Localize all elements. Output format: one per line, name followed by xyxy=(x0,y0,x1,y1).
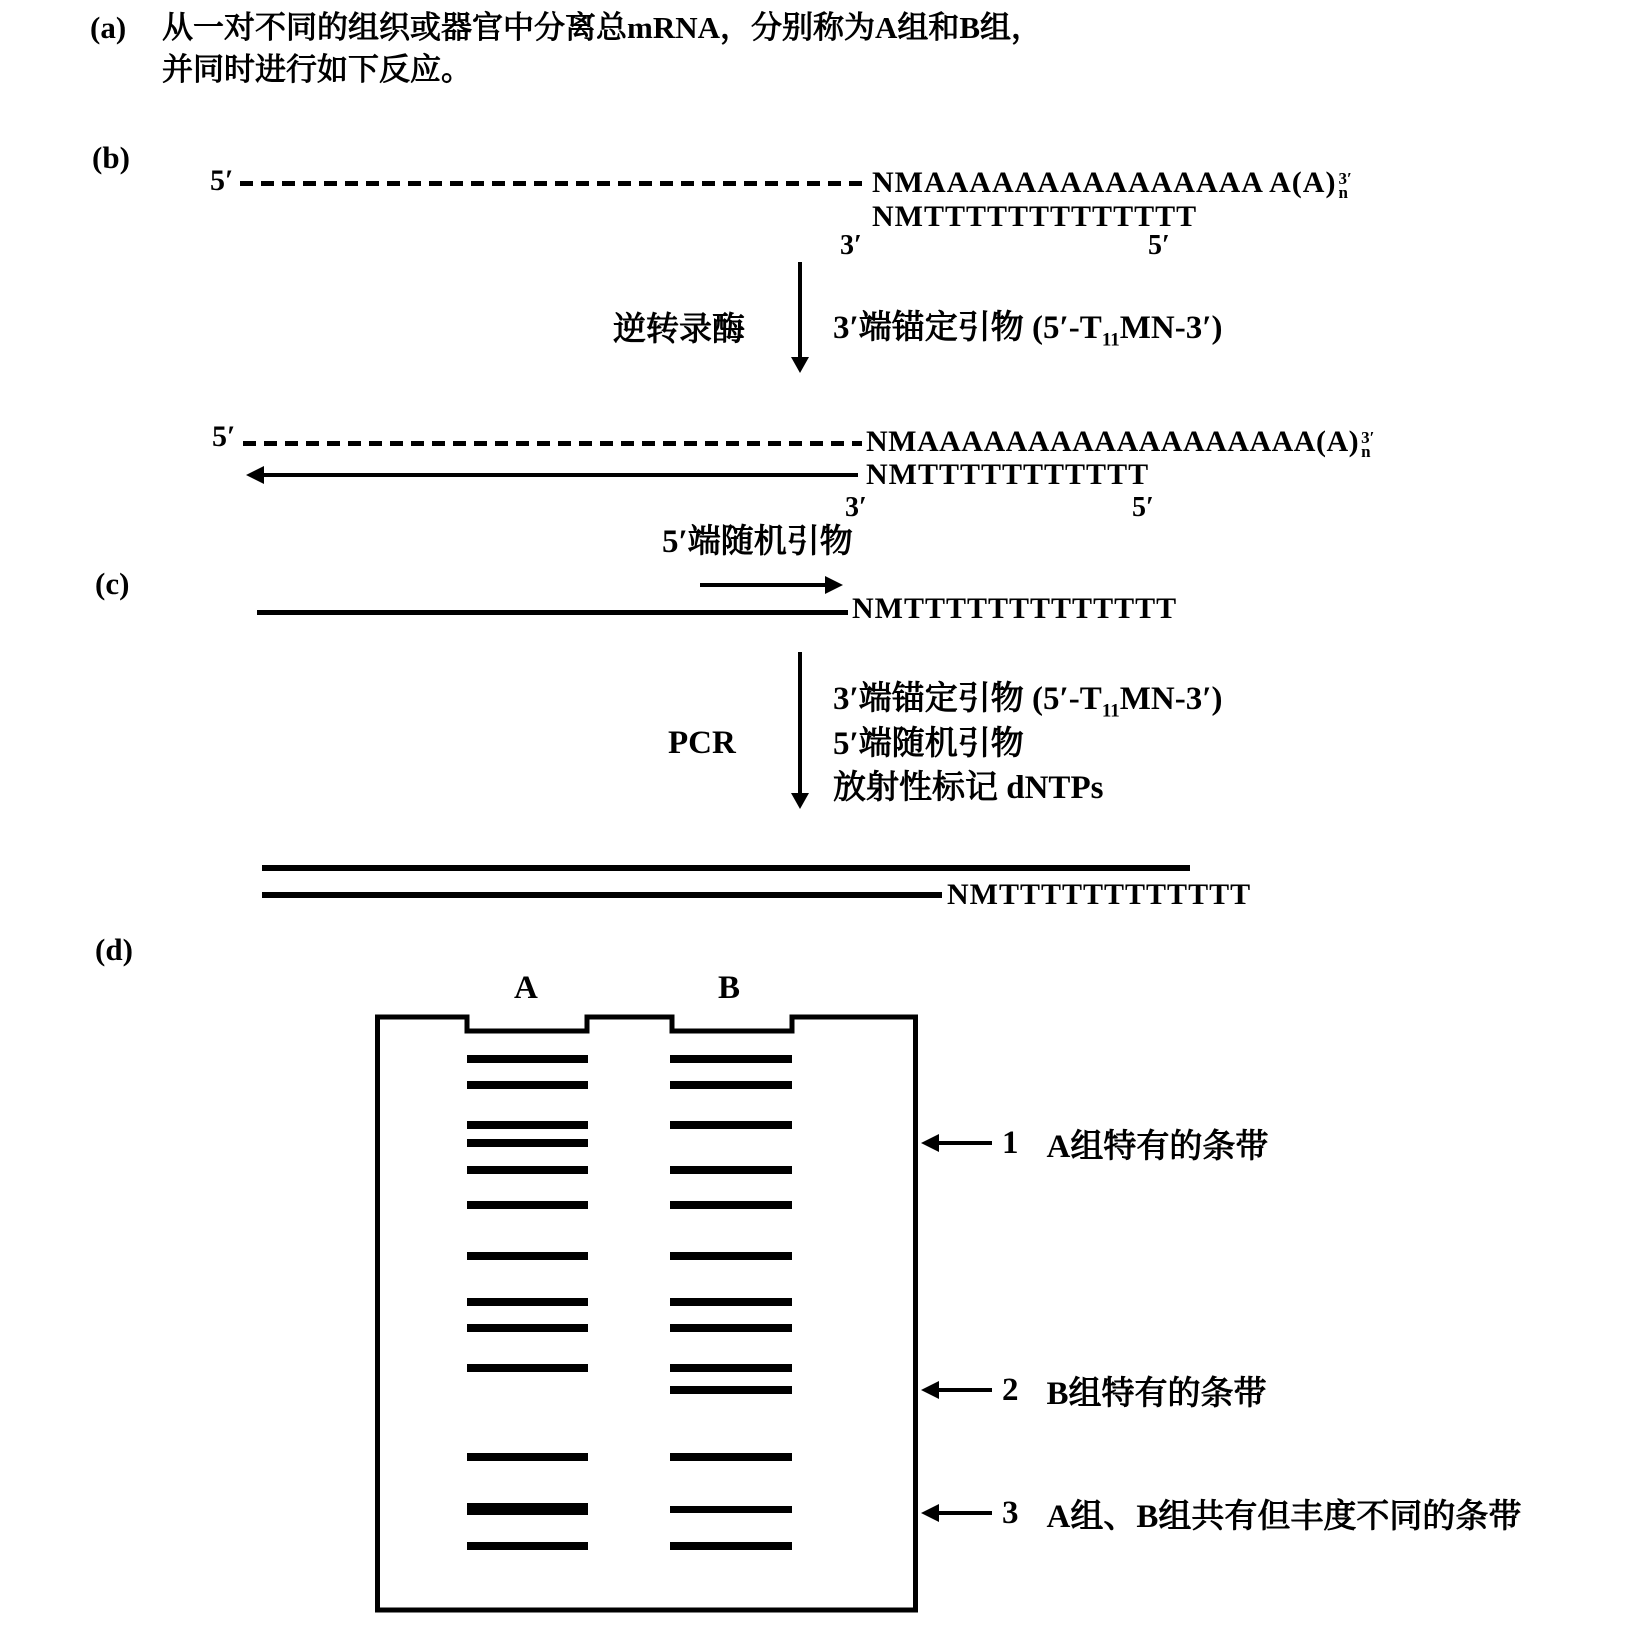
rt-primer-sub: 11 xyxy=(1101,329,1120,351)
duplex1-mrna-dashed-line xyxy=(240,181,866,186)
gel-band-lane-A xyxy=(467,1364,588,1372)
section-a-text-line2: 并同时进行如下反应。 xyxy=(162,52,472,87)
gel-band-lane-A xyxy=(467,1121,588,1129)
gel-band-lane-A xyxy=(467,1324,588,1332)
gel-band-lane-A xyxy=(467,1055,588,1063)
gel-outline-path xyxy=(378,1017,916,1610)
duplex2-top-sequence xyxy=(866,425,1374,460)
gel-band-lane-A xyxy=(467,1201,588,1209)
gel-annotation xyxy=(918,1492,1521,1534)
annotation-text: A组、B组共有但丰度不同的条带 xyxy=(1046,1498,1522,1535)
rt-anchored-primer-label xyxy=(833,310,1223,351)
left-arrow-icon xyxy=(936,1388,992,1392)
duplex1-top-sup: 3′ xyxy=(1338,169,1352,188)
gel-band-lane-B xyxy=(670,1298,792,1306)
duplex2-three-prime-label: 3′ xyxy=(845,492,867,523)
gel-band-lane-B xyxy=(670,1166,792,1174)
gel-band-lane-A xyxy=(467,1139,588,1147)
gel-band-lane-B xyxy=(670,1055,792,1063)
duplex1-five-prime-label: 5′ xyxy=(210,164,234,197)
pcr-anchored-primer-label xyxy=(833,681,1223,722)
duplex2-bottom-sequence: NMTTTTTTTTTTT xyxy=(866,458,1150,491)
section-a-text-line1: 从一对不同的组织或器官中分离总mRNA，分别称为A组和B组， xyxy=(162,10,1043,45)
gel-band-lane-A xyxy=(467,1453,588,1461)
duplex2-top-supsub xyxy=(1361,428,1375,461)
gel-band-lane-A xyxy=(467,1298,588,1306)
section-a-tag: (a) xyxy=(90,10,127,45)
pcr-arrow-icon xyxy=(798,652,802,794)
duplex1-three-prime-label: 3′ xyxy=(840,230,862,261)
gel-band-lane-A xyxy=(467,1252,588,1260)
cdna-template-sequence: NMTTTTTTTTTTTTT xyxy=(852,592,1178,625)
duplex1-top-supsub xyxy=(1338,169,1352,202)
duplex1-top-seq-text: NMAAAAAAAAAAAAAAA A(A) xyxy=(872,166,1337,199)
gel-band-lane-B xyxy=(670,1201,792,1209)
left-arrow-icon xyxy=(936,1141,992,1145)
cdna-template-line xyxy=(257,610,848,615)
section-c-tag: (c) xyxy=(95,566,130,601)
pcr-line1-pre: 3′端锚定引物 (5′-T xyxy=(833,681,1102,717)
product-sequence: NMTTTTTTTTTTTT xyxy=(947,878,1252,911)
gel-lane-a-label: A xyxy=(514,970,538,1006)
annotation-text: A组特有的条带 xyxy=(1046,1128,1269,1165)
gel-band-lane-B xyxy=(670,1121,792,1129)
gel-band-lane-B xyxy=(670,1506,792,1513)
section-d-tag: (d) xyxy=(95,932,133,967)
gel-annotation xyxy=(918,1369,1267,1411)
product-top-strand-line xyxy=(262,865,1190,871)
rt-primer-post: MN-3′) xyxy=(1119,310,1223,346)
duplex1-bottom-five-prime-label: 5′ xyxy=(1148,230,1170,261)
gel-box-outline xyxy=(375,1014,918,1614)
random-primer-label: 5′端随机引物 xyxy=(662,524,853,560)
duplex1-bottom-sequence: NMTTTTTTTTTTTTT xyxy=(872,200,1198,233)
gel-band-lane-B xyxy=(670,1453,792,1461)
rt-primer-pre: 3′端锚定引物 (5′-T xyxy=(833,310,1102,346)
duplex2-mrna-dashed-line xyxy=(243,441,862,446)
duplex2-top-sub: n xyxy=(1361,442,1371,461)
gel-band-lane-B xyxy=(670,1542,792,1550)
product-bottom-strand-line xyxy=(262,892,942,898)
duplex1-top-sequence xyxy=(872,166,1352,201)
duplex1-top-sub: n xyxy=(1338,183,1348,202)
pcr-line1-sub: 11 xyxy=(1101,700,1120,722)
random-primer-arrow-icon xyxy=(700,583,827,587)
gel-band-lane-B xyxy=(670,1324,792,1332)
pcr-line1-post: MN-3′) xyxy=(1119,681,1223,717)
gel-band-lane-A xyxy=(467,1166,588,1174)
duplex2-top-seq-text: NMAAAAAAAAAAAAAAAAAA(A) xyxy=(866,425,1360,458)
duplex2-cdna-arrow-line xyxy=(262,473,858,477)
annotation-number: 1 xyxy=(1002,1124,1019,1161)
gel-band-lane-B xyxy=(670,1252,792,1260)
gel-band-lane-A xyxy=(467,1503,588,1515)
gel-band-lane-B xyxy=(670,1364,792,1372)
reverse-transcription-arrow-icon xyxy=(798,262,802,358)
annotation-number: 3 xyxy=(1002,1494,1019,1531)
gel-band-lane-A xyxy=(467,1081,588,1089)
duplex2-five-prime-label: 5′ xyxy=(212,420,236,453)
gel-lane-b-label: B xyxy=(718,970,741,1006)
gel-band-lane-B xyxy=(670,1386,792,1394)
gel-annotation xyxy=(918,1122,1268,1164)
pcr-random-primer-label: 5′端随机引物 xyxy=(833,726,1024,762)
annotation-number: 2 xyxy=(1002,1371,1019,1408)
gel-band-lane-A xyxy=(467,1542,588,1550)
annotation-text: B组特有的条带 xyxy=(1046,1375,1267,1412)
section-b-tag: (b) xyxy=(92,140,130,175)
duplex2-bottom-five-prime-label: 5′ xyxy=(1132,492,1154,523)
left-arrow-icon xyxy=(936,1511,992,1515)
pcr-labeled-dntps-label: 放射性标记 dNTPs xyxy=(833,770,1104,806)
gel-band-lane-B xyxy=(670,1081,792,1089)
rt-enzyme-label: 逆转录酶 xyxy=(613,312,745,348)
pcr-label: PCR xyxy=(668,725,736,761)
duplex2-top-sup: 3′ xyxy=(1361,428,1375,447)
